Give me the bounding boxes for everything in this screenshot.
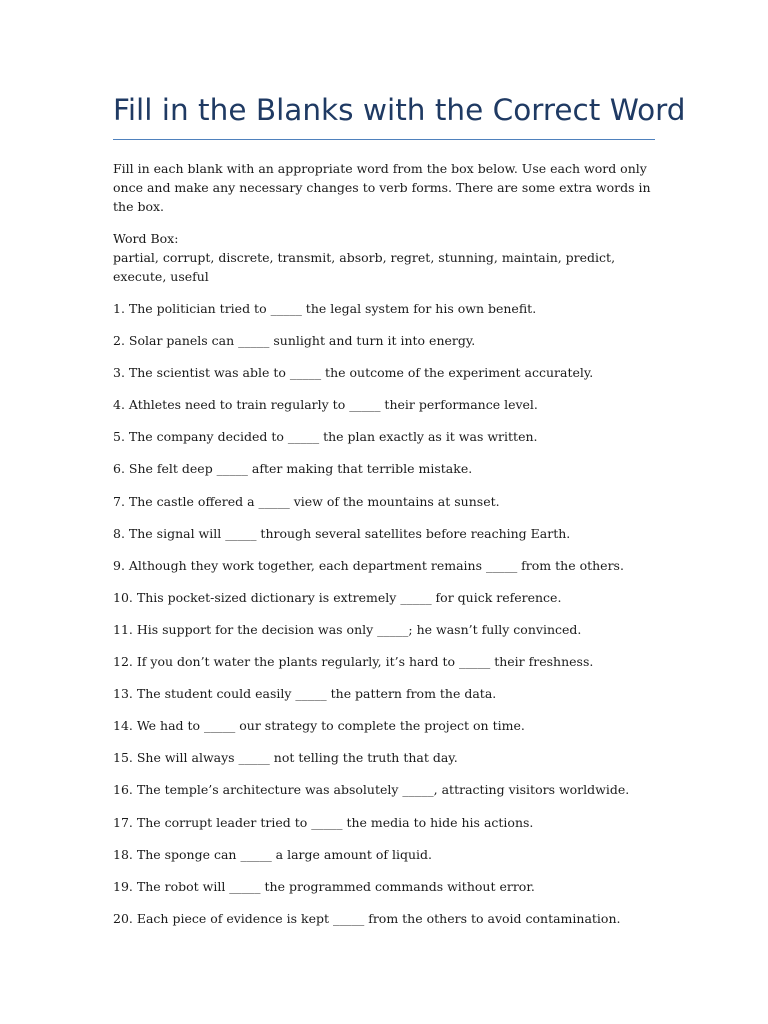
question-item: 10. This pocket-sized dictionary is extremely _____ for quick reference. bbox=[113, 589, 562, 605]
question-item: 8. The signal will _____ through several satellites before reaching Earth. bbox=[113, 525, 571, 541]
instructions-paragraph: Fill in each blank with an appropriate word from the box below. Use each word only once and make any necessary changes to verb forms. There are some extra words in the box. bbox=[113, 161, 651, 214]
question-item: 7. The castle offered a _____ view of the mountains at sunset. bbox=[113, 493, 500, 509]
question-item: 14. We had to _____ our strategy to complete the project on time. bbox=[113, 718, 525, 734]
document-title: Fill in the Blanks with the Correct Word bbox=[113, 93, 686, 127]
question-item: 20. Each piece of evidence is kept _____ from the others to avoid contamination. bbox=[113, 910, 621, 926]
question-item: 12. If you don’t water the plants regularly, it’s hard to _____ their freshness. bbox=[113, 654, 594, 670]
question-item: 1. The politician tried to _____ the legal system for his own benefit. bbox=[113, 301, 537, 316]
question-item: 17. The corrupt leader tried to _____ the media to hide his actions. bbox=[113, 814, 534, 830]
question-item: 18. The sponge can _____ a large amount of liquid. bbox=[113, 846, 432, 862]
question-list bbox=[113, 299, 673, 941]
word-box-label: Word Box: bbox=[113, 231, 179, 246]
title-divider bbox=[113, 139, 655, 140]
question-item: 4. Athletes need to train regularly to _____ their performance level. bbox=[113, 397, 538, 413]
word-box-list: partial, corrupt, discrete, transmit, absorb, regret, stunning, maintain, predict, execute, useful bbox=[113, 250, 616, 284]
question-item: 2. Solar panels can _____ sunlight and turn it into energy. bbox=[113, 333, 476, 349]
question-item: 6. She felt deep _____ after making that terrible mistake. bbox=[113, 461, 473, 477]
question-item: 9. Although they work together, each department remains _____ from the others. bbox=[113, 557, 624, 573]
question-item: 11. His support for the decision was only _____; he wasn’t fully convinced. bbox=[113, 621, 582, 637]
question-item: 3. The scientist was able to _____ the outcome of the experiment accurately. bbox=[113, 365, 594, 381]
word-box bbox=[113, 229, 657, 286]
question-item: 16. The temple’s architecture was absolutely _____, attracting visitors worldwide. bbox=[113, 782, 630, 798]
question-item: 5. The company decided to _____ the plan exactly as it was written. bbox=[113, 429, 538, 445]
question-item: 13. The student could easily _____ the pattern from the data. bbox=[113, 686, 497, 702]
question-item: 15. She will always _____ not telling the truth that day. bbox=[113, 750, 458, 766]
question-item: 19. The robot will _____ the programmed commands without error. bbox=[113, 878, 535, 894]
